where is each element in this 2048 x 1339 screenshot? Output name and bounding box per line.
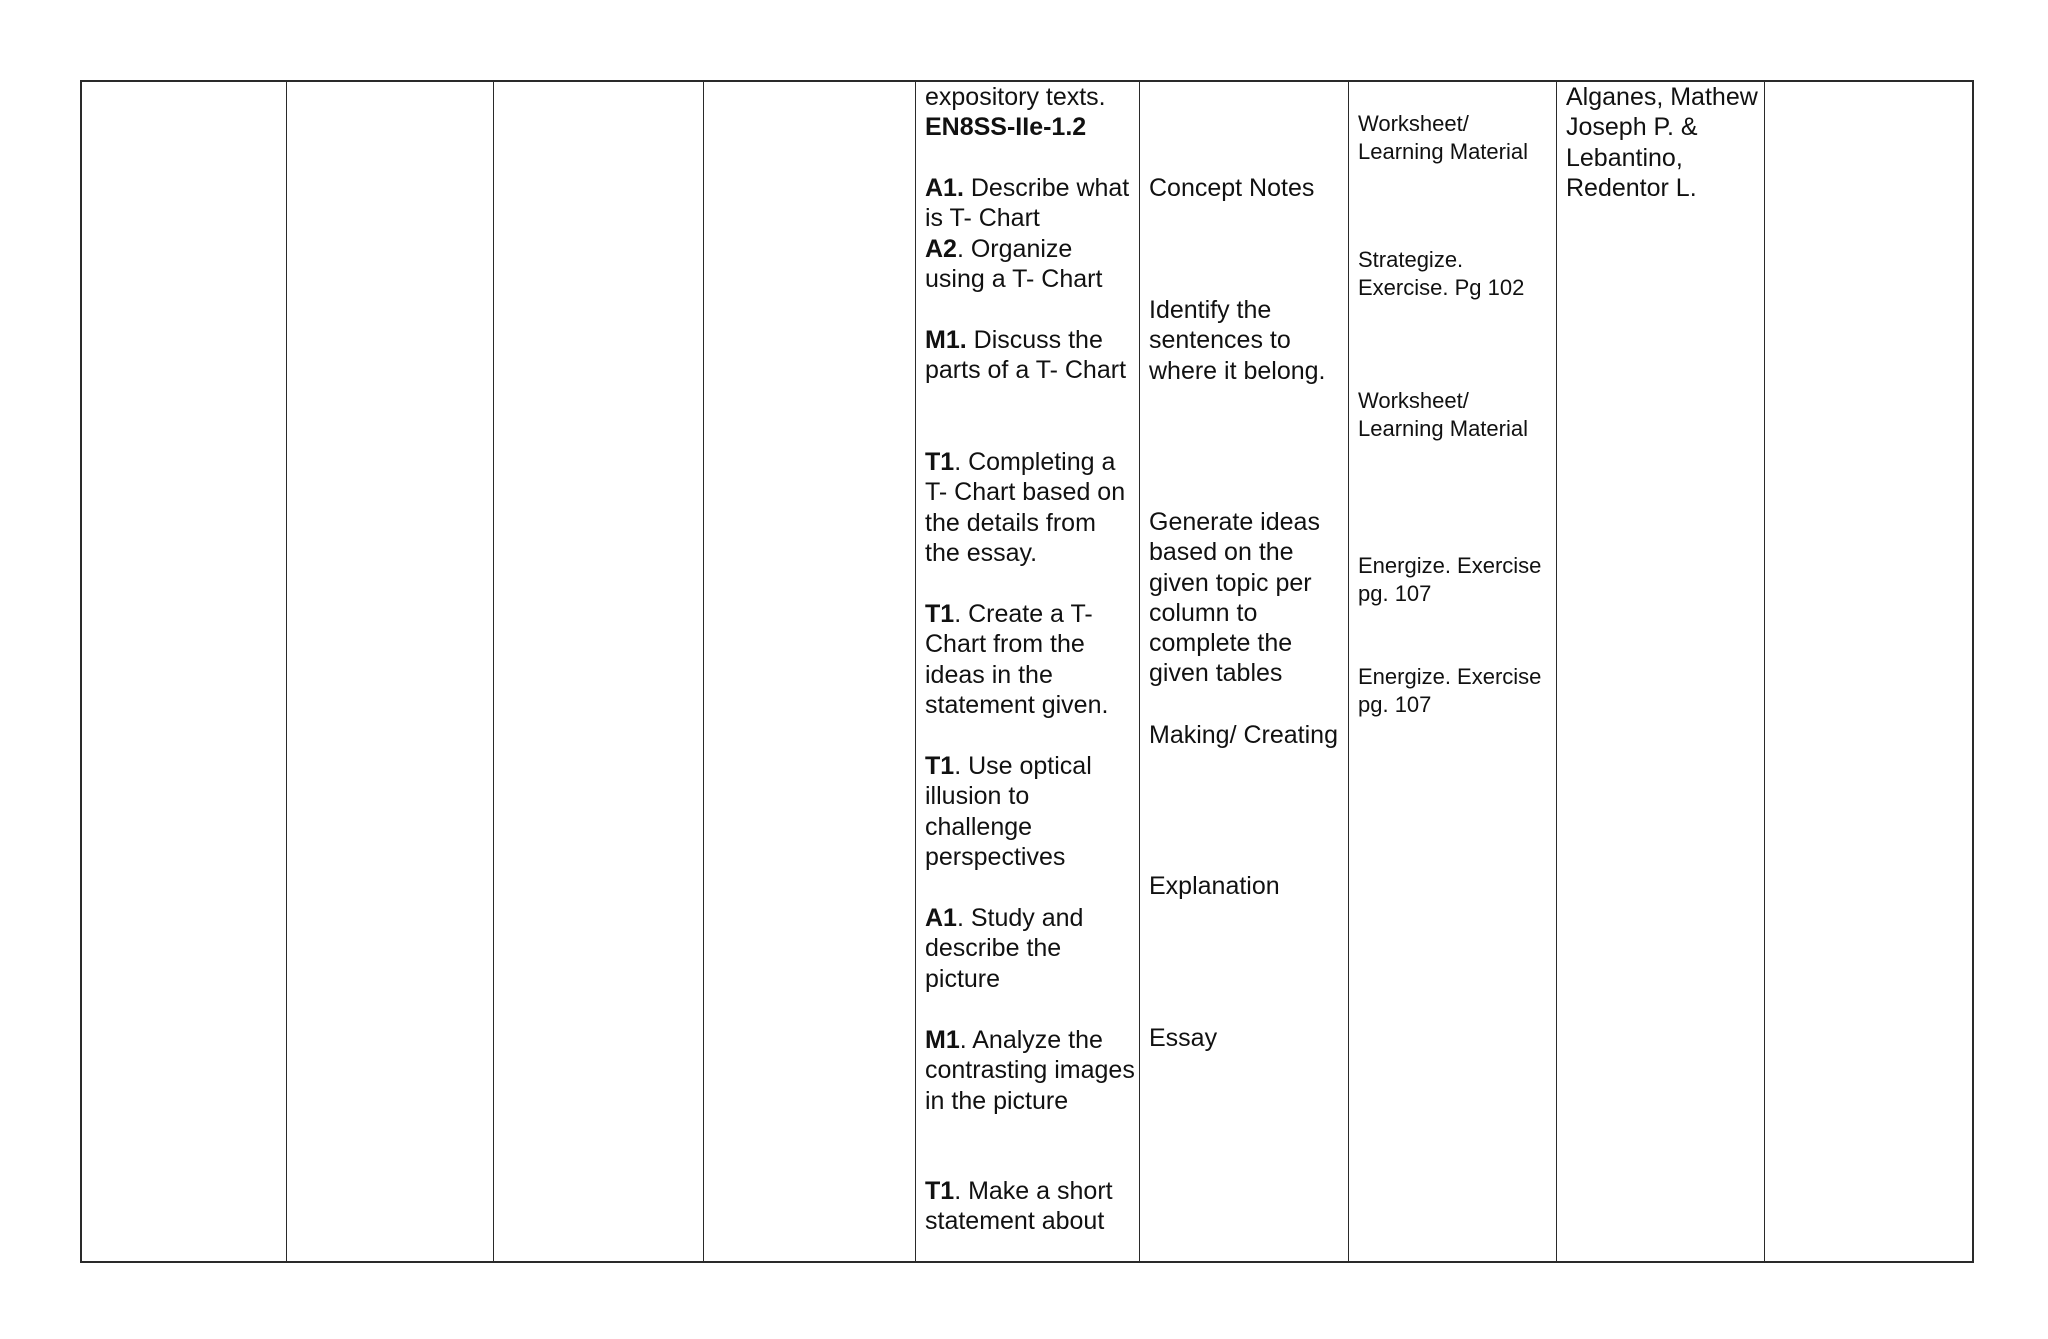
objective-item: M1. Discuss the parts of a T- Chart [925,326,1127,385]
empty-cell [493,82,703,1261]
methods-cell [1139,82,1348,1261]
method-item: Identify the sentences to where it belong. [1149,296,1326,385]
competency-cell [915,82,1139,1261]
authors-cell [1556,82,1764,1261]
resource-item: Energize. Exercise pg. 107 [1358,553,1542,606]
empty-cell [703,82,915,1261]
resources-cell [1348,82,1556,1261]
method-item: Generate ideas based on the given topic per column to complete the given tables [1149,508,1320,688]
objective-item: A1. Describe what is T- Chart [925,174,1130,233]
objective-item: T1. Completing a T- Chart based on the details from the essay. [925,448,1126,567]
competency-intro: expository texts. [925,83,1106,111]
empty-cell [286,82,493,1261]
resource-item: Worksheet/ Learning Material [1358,388,1528,441]
objective-item: T1. Use optical illusion to challenge perspectives [925,752,1092,871]
objective-item: A2. Organize using a T- Chart [925,235,1103,294]
lesson-table [80,80,1974,1263]
method-item: Explanation [1149,872,1280,900]
objective-item: T1. Make a short statement about [925,1177,1113,1236]
resource-item: Worksheet/ Learning Material [1358,111,1528,164]
objective-item: M1. Analyze the contrasting images in the picture [925,1026,1135,1115]
authors-text: Alganes, Mathew Joseph P. & Lebantino, Redentor L. [1566,83,1758,202]
method-item: Essay [1149,1024,1218,1052]
method-item: Concept Notes [1149,174,1315,202]
objective-item: T1. Create a T- Chart from the ideas in the statement given. [925,600,1109,719]
objective-item: A1. Study and describe the picture [925,904,1084,993]
competency-code: EN8SS-IIe-1.2 [925,113,1087,141]
empty-cell [82,82,286,1261]
method-item: Making/ Creating [1149,721,1338,749]
resource-item: Strategize. Exercise. Pg 102 [1358,247,1525,300]
empty-cell [1764,82,1974,1261]
resource-item: Energize. Exercise pg. 107 [1358,664,1542,717]
